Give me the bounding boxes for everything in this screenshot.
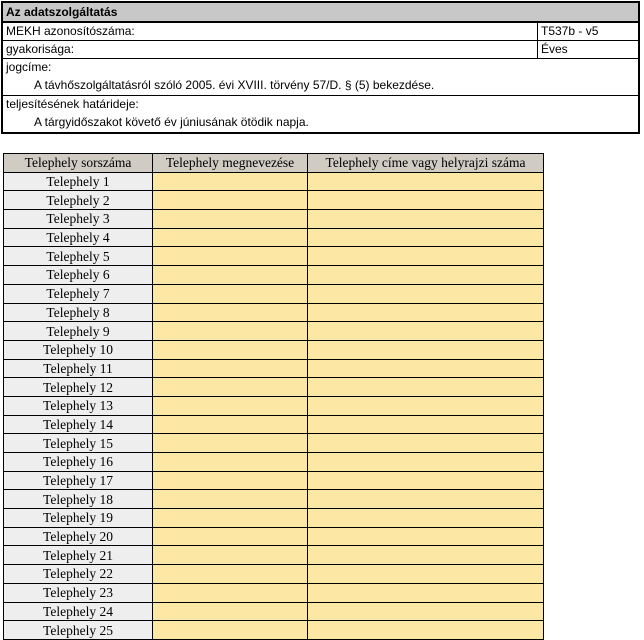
site-number-cell: Telephely 21	[4, 546, 153, 565]
table-row	[4, 583, 544, 602]
site-number-cell: Telephely 9	[4, 322, 153, 341]
site-number-cell: Telephely 14	[4, 415, 153, 434]
site-address-input-cell[interactable]	[308, 453, 544, 472]
site-address-input-cell[interactable]	[308, 396, 544, 415]
site-name-input-cell[interactable]	[153, 266, 308, 285]
header-site-address: Telephely címe vagy helyrajzi száma	[308, 154, 544, 173]
site-address-input-cell[interactable]	[308, 172, 544, 191]
site-address-input-cell[interactable]	[308, 434, 544, 453]
site-name-input-cell[interactable]	[153, 340, 308, 359]
site-number-cell: Telephely 5	[4, 247, 153, 266]
header-site-number: Telephely sorszáma	[4, 154, 153, 173]
table-row	[4, 415, 544, 434]
table-row	[4, 172, 544, 191]
site-number-cell: Telephely 4	[4, 228, 153, 247]
sites-table	[3, 153, 544, 640]
site-number-cell: Telephely 22	[4, 565, 153, 584]
table-row	[4, 471, 544, 490]
table-row	[4, 602, 544, 621]
site-number-cell: Telephely 23	[4, 583, 153, 602]
table-row	[4, 266, 544, 285]
legal-basis-label: jogcíme:	[6, 60, 52, 74]
table-row	[4, 284, 544, 303]
table-row	[4, 228, 544, 247]
site-address-input-cell[interactable]	[308, 266, 544, 285]
table-row	[4, 247, 544, 266]
site-name-input-cell[interactable]	[153, 471, 308, 490]
info-box-title: Az adatszolgáltatás	[3, 3, 638, 23]
site-address-input-cell[interactable]	[308, 527, 544, 546]
site-address-input-cell[interactable]	[308, 509, 544, 528]
sites-table-body	[4, 172, 544, 639]
table-row	[4, 322, 544, 341]
site-number-cell: Telephely 15	[4, 434, 153, 453]
site-name-input-cell[interactable]	[153, 191, 308, 210]
site-name-input-cell[interactable]	[153, 602, 308, 621]
site-number-cell: Telephely 8	[4, 303, 153, 322]
site-number-cell: Telephely 19	[4, 509, 153, 528]
table-row	[4, 191, 544, 210]
frequency-row	[3, 41, 638, 59]
site-address-input-cell[interactable]	[308, 546, 544, 565]
site-name-input-cell[interactable]	[153, 621, 308, 640]
table-row	[4, 490, 544, 509]
site-address-input-cell[interactable]	[308, 191, 544, 210]
table-row	[4, 434, 544, 453]
site-address-input-cell[interactable]	[308, 602, 544, 621]
mekh-id-label: MEKH azonosítószáma:	[6, 24, 135, 38]
site-name-input-cell[interactable]	[153, 583, 308, 602]
site-name-input-cell[interactable]	[153, 453, 308, 472]
site-address-input-cell[interactable]	[308, 322, 544, 341]
frequency-label: gyakorisága:	[6, 42, 75, 56]
site-name-input-cell[interactable]	[153, 172, 308, 191]
site-number-cell: Telephely 11	[4, 359, 153, 378]
site-name-input-cell[interactable]	[153, 303, 308, 322]
site-number-cell: Telephely 10	[4, 340, 153, 359]
site-number-cell: Telephely 12	[4, 378, 153, 397]
site-name-input-cell[interactable]	[153, 228, 308, 247]
site-address-input-cell[interactable]	[308, 583, 544, 602]
site-address-input-cell[interactable]	[308, 490, 544, 509]
site-name-input-cell[interactable]	[153, 565, 308, 584]
table-row	[4, 546, 544, 565]
site-address-input-cell[interactable]	[308, 210, 544, 229]
site-name-input-cell[interactable]	[153, 509, 308, 528]
table-row	[4, 527, 544, 546]
site-number-cell: Telephely 6	[4, 266, 153, 285]
site-address-input-cell[interactable]	[308, 378, 544, 397]
site-name-input-cell[interactable]	[153, 378, 308, 397]
mekh-id-row	[3, 23, 638, 41]
site-number-cell: Telephely 18	[4, 490, 153, 509]
site-name-input-cell[interactable]	[153, 546, 308, 565]
site-number-cell: Telephely 7	[4, 284, 153, 303]
site-address-input-cell[interactable]	[308, 415, 544, 434]
table-row	[4, 396, 544, 415]
site-number-cell: Telephely 17	[4, 471, 153, 490]
deadline-text: A tárgyidőszakot követő év júniusának ötödik napja.	[34, 115, 309, 129]
site-name-input-cell[interactable]	[153, 434, 308, 453]
site-address-input-cell[interactable]	[308, 284, 544, 303]
table-row	[4, 303, 544, 322]
site-number-cell: Telephely 20	[4, 527, 153, 546]
site-number-cell: Telephely 13	[4, 396, 153, 415]
legal-basis-block	[3, 59, 638, 96]
legal-basis-text: A távhőszolgáltatásról szóló 2005. évi XVIII. törvény 57/D. § (5) bekezdése.	[34, 78, 435, 92]
site-name-input-cell[interactable]	[153, 359, 308, 378]
site-name-input-cell[interactable]	[153, 490, 308, 509]
site-address-input-cell[interactable]	[308, 340, 544, 359]
site-number-cell: Telephely 25	[4, 621, 153, 640]
mekh-id-value: T537b - v5	[537, 23, 638, 40]
site-number-cell: Telephely 3	[4, 210, 153, 229]
deadline-label: teljesítésének határideje:	[6, 97, 139, 111]
site-name-input-cell[interactable]	[153, 210, 308, 229]
site-address-input-cell[interactable]	[308, 247, 544, 266]
site-address-input-cell[interactable]	[308, 303, 544, 322]
site-name-input-cell[interactable]	[153, 284, 308, 303]
site-name-input-cell[interactable]	[153, 527, 308, 546]
table-row	[4, 359, 544, 378]
frequency-value: Éves	[537, 41, 638, 58]
site-number-cell: Telephely 2	[4, 191, 153, 210]
data-provision-info-box	[1, 1, 640, 134]
site-address-input-cell[interactable]	[308, 621, 544, 640]
site-address-input-cell[interactable]	[308, 565, 544, 584]
header-site-name: Telephely megnevezése	[153, 154, 308, 173]
table-row	[4, 509, 544, 528]
site-number-cell: Telephely 24	[4, 602, 153, 621]
table-row	[4, 340, 544, 359]
table-row	[4, 565, 544, 584]
site-address-input-cell[interactable]	[308, 471, 544, 490]
site-name-input-cell[interactable]	[153, 322, 308, 341]
site-address-input-cell[interactable]	[308, 228, 544, 247]
table-header-row	[4, 154, 544, 173]
site-number-cell: Telephely 1	[4, 172, 153, 191]
table-row	[4, 378, 544, 397]
table-row	[4, 621, 544, 640]
site-number-cell: Telephely 16	[4, 453, 153, 472]
site-name-input-cell[interactable]	[153, 247, 308, 266]
deadline-block	[3, 96, 638, 132]
table-row	[4, 453, 544, 472]
site-name-input-cell[interactable]	[153, 415, 308, 434]
site-name-input-cell[interactable]	[153, 396, 308, 415]
site-address-input-cell[interactable]	[308, 359, 544, 378]
table-row	[4, 210, 544, 229]
